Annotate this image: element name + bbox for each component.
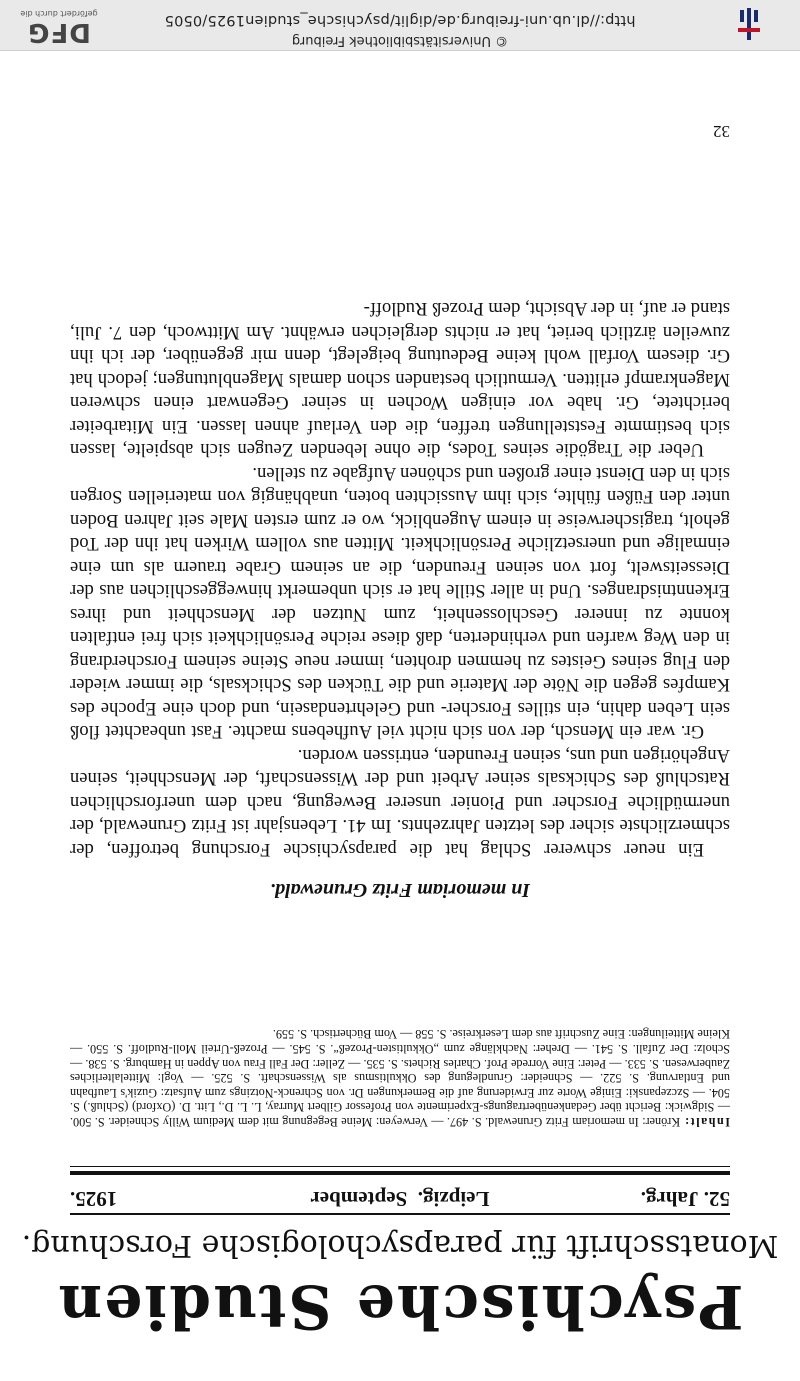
copyright-text: © Universitätsbibliothek Freiburg — [291, 33, 509, 48]
article-paragraph: Ein neuer schwerer Schlag hat die parapsychische Forschung betroffen, der schmerzlichste sicher des letzten Jahrzehnts. Im 41. Lebensjahr ist Fritz Grunewald, der unermüdliche Forscher und Pionier unserer Bewegung, nach dem unerforschlichen Ratschluß des Schicksals seiner Arbeit und der Wissenschaft, der Menschheit, seinen Angehörigen und uns, seinen Freunden, entrissen worden. — [70, 745, 730, 860]
funder-note: gefördert durch die — [20, 9, 98, 18]
journal-title: Psychische Studien — [56, 1271, 744, 1341]
toc-label: Inhalt: — [683, 1115, 730, 1129]
table-of-contents — [70, 1027, 730, 1129]
source-url-link[interactable]: http://dl.ub.uni-freiburg.de/diglit/psychische_studien1925/0505 — [164, 12, 636, 28]
divider-thin — [70, 1166, 730, 1167]
issue-place: Leipzig. — [417, 1187, 490, 1211]
issue-year: 1925. — [70, 1187, 118, 1211]
dfg-logo-icon: DFG — [27, 17, 91, 47]
issue-month: September — [310, 1187, 408, 1211]
issue-line — [70, 1177, 730, 1211]
article-paragraph: Ueber die Tragödie seines Todes, die ohne lebenden Zeugen sich abspielte, lassen sich bestimmte Feststellungen treffen, die den Verlauf ahnen lassen. Ein Mitarbeiter berichtete, Gr. habe vor einigen Wochen in seiner Gegenwart einen schweren Magenkrampf erlitten. Vermutlich bestanden schon damals Magenblutungen; jedoch hat Gr. diesem Vorfall wohl keine Bedeutung beigelegt, denn mir gegenüber, der ich ihn zuweilen ärztlich beriet, hat er nichts dergleichen erwähnt. Am Mittwoch, den 7. Juli, stand er auf, in der Absicht, dem Prozeß Rudloff- — [70, 298, 730, 461]
page-number: 32 — [713, 122, 730, 141]
journal-subtitle: Monatsschrift für parapsychologische Forschung. — [21, 1228, 779, 1263]
article-paragraph: Gr. war ein Mensch, der von sich nicht viel Aufhebens machte. Fast unbeachtet floß sein Leben dahin, ein stilles Forscher- und Gelehrtendasein, und doch eine Epoche des Kampfes gegen die Nöte der Materie und die Tücken des Schicksals, die immer wieder den Flug seines Geistes zu hemmen drohten, immer neue Steine seinem Forscherdrang in den Weg warfen und verhinderten, daß diese reiche Persönlichkeit sich frei entfalten konnte zu innerer Geschlossenheit, zum Nutzen der Menschheit und ihres Erkenntnisdranges. Und in aller Stille hat er sich unbemerkt hinweggeschlichen aus der Diesseitswelt, fort von seinen Freunden, die an seinem Grabe trauern als um eine einmalige und unersetzliche Persönlichkeit. Mitten aus vollem Wirken hat ihn der Tod geholt, tragischerweise in einem Augenblick, wo er zum ersten Male seit Jahren Boden unter den Füßen fühlte, sich ihm Aussichten boten, unabhängig von materiellen Sorgen sich in den Dienst einer großen und schönen Aufgabe zu stellen. — [70, 463, 730, 743]
repository-footer — [0, 0, 800, 51]
funder-logo — [14, 8, 104, 46]
issue-place-month — [70, 1186, 730, 1211]
divider-thick — [70, 1171, 730, 1175]
toc-text: Kröner: In memoriam Fritz Grunewald. S. 497. — Verweyen: Meine Begegnung mit dem Medium Willy Schneider. S. 500. — Sidgwick: Bericht über Gedankenübertragungs-Experimente von Professor Gilbert Murray, L. L. D., Litt. D. (Oxford) (Schluß.) S. 504. — Szczepanski: Einige Worte zur Erwiderung auf die Bemerkungen Dr. von Schrenck-Notzings zum Aufsatz: Guzik's Laufbahn und Entlarvung. S. 522. — Schneider: Grundlegung des Okkultismus als Wissenschaft. S. 525. — Vogl: Mittelalterliches Zauberwesen. S. 533. — Peter: Eine Vorrede Prof. Charles Richets. S. 535. — Zeller: Der Fall Frau von Appen in Hamburg. S. 538. — Scholz: Der Zufall. S. 541. — Dreher: Nachklänge zum „Okkultisten-Prozeß“. S. 545. — Prozeß-Urteil Moll-Rudloff. S. 550. — Kleine Mitteilungen: Eine Zuschrift aus dem Leserkreise. S. 558 — Vom Büchertisch. S. 559. — [69, 1027, 730, 1129]
article-body — [70, 297, 730, 861]
issue-volume: 52. Jahrg. — [640, 1187, 730, 1211]
article-heading: In memoriam Fritz Grunewald. — [269, 879, 531, 901]
divider-top — [70, 1213, 730, 1215]
